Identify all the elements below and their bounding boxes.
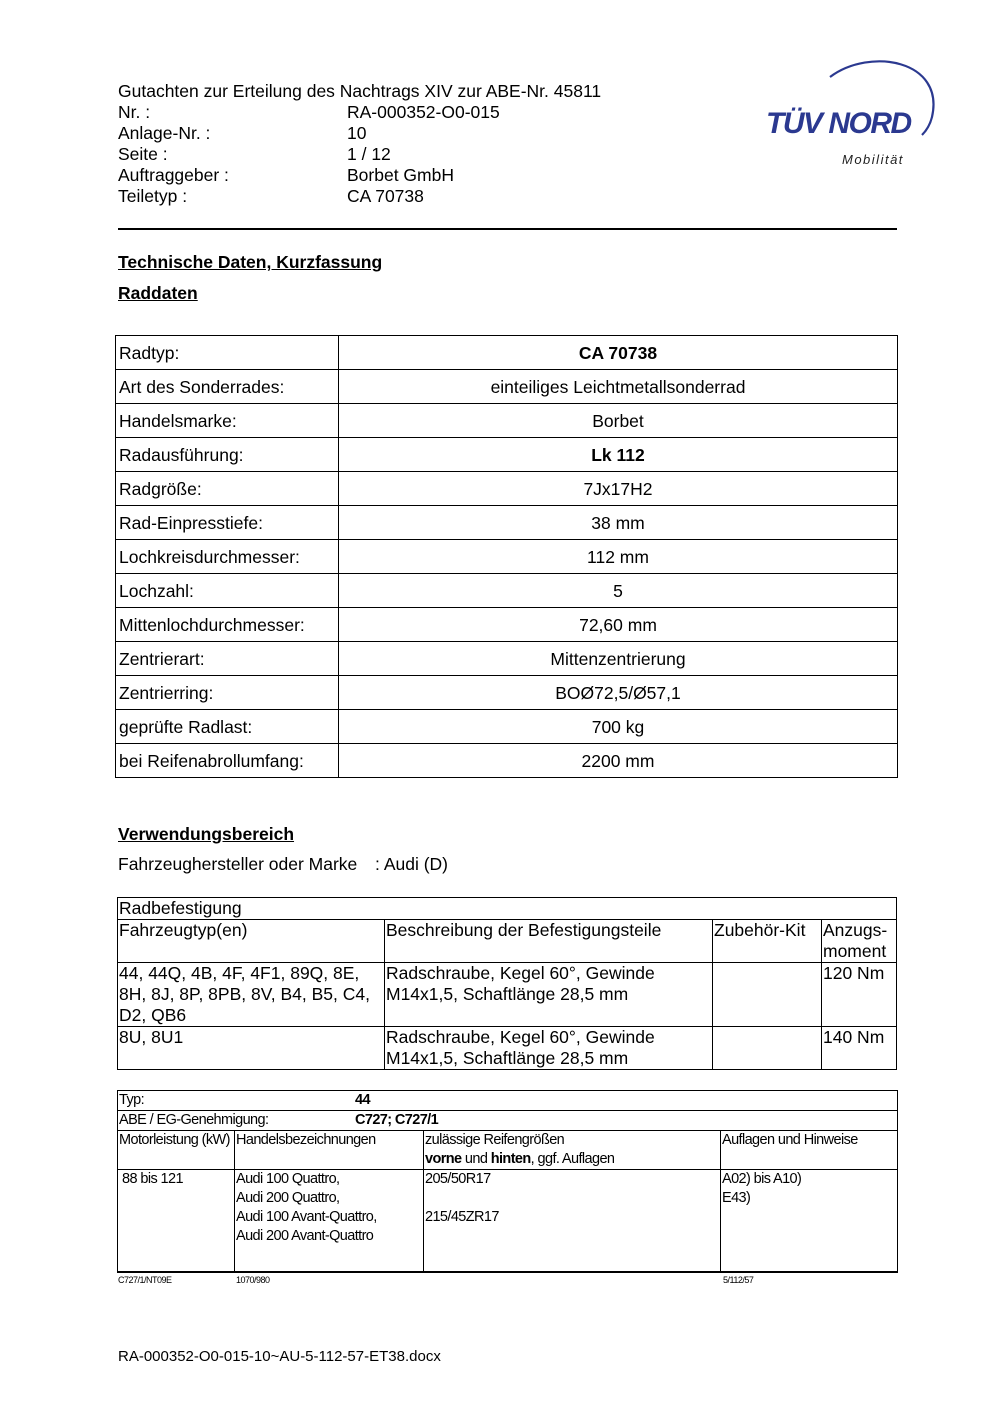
hersteller-value: Audi (D) — [383, 854, 448, 874]
table-row — [116, 404, 898, 438]
col-header: Fahrzeugtyp(en) — [118, 920, 385, 963]
header-anlage-label: Anlage-Nr. : — [118, 123, 211, 143]
row-label: geprüfte Radlast: — [116, 710, 339, 744]
abe-value: C727; C727/1 — [355, 1112, 439, 1128]
row-label: Radgröße: — [116, 472, 339, 506]
row-label: Mittenlochdurchmesser: — [116, 608, 339, 642]
reifen-line: 215/45ZR17 — [425, 1209, 499, 1225]
logo-brand: TÜV NORD — [766, 107, 911, 140]
table-row — [118, 920, 897, 963]
cell-motor: 88 bis 121 — [118, 1170, 235, 1272]
row-label: Rad-Einpresstiefe: — [116, 506, 339, 540]
typ-row — [118, 1091, 898, 1111]
row-label: Radausführung: — [116, 438, 339, 472]
befestigung-title: Radbefestigung — [118, 898, 897, 920]
typ-footer-b: 1070/980 — [236, 1275, 270, 1285]
col-header: Beschreibung der Befestigungsteile — [385, 920, 713, 963]
header-auftraggeber-label: Auftraggeber : — [118, 165, 229, 185]
row-value: 5 — [339, 574, 898, 608]
abe-row — [118, 1111, 898, 1131]
cell-handel — [235, 1170, 424, 1272]
row-value: 38 mm — [339, 506, 898, 540]
reifen-hinten: hinten — [490, 1151, 531, 1167]
row-value: 112 mm — [339, 540, 898, 574]
table-row — [118, 1170, 898, 1272]
section-tech-heading: Technische Daten, Kurzfassung — [118, 252, 383, 272]
hersteller-line — [118, 854, 448, 875]
cell-auflagen — [721, 1170, 898, 1272]
cell-typen: 8U, 8U1 — [118, 1027, 385, 1070]
cell-kit — [713, 963, 822, 1027]
table-row — [116, 642, 898, 676]
cell-moment: 140 Nm — [822, 1027, 897, 1070]
row-label: bei Reifenabrollumfang: — [116, 744, 339, 778]
abe-label: ABE / EG-Genehmigung: — [119, 1112, 269, 1128]
table-row — [116, 574, 898, 608]
table-row — [116, 506, 898, 540]
section-verwendung-heading: Verwendungsbereich — [118, 824, 295, 844]
raddaten-table — [115, 335, 898, 778]
handel-line: Audi 200 Quattro, — [236, 1190, 340, 1206]
typ-table — [117, 1090, 898, 1273]
row-label: Art des Sonderrades: — [116, 370, 339, 404]
header-teiletyp-label: Teiletyp : — [118, 186, 188, 206]
row-label: Lochzahl: — [116, 574, 339, 608]
cell-beschreibung: Radschraube, Kegel 60°, Gewinde M14x1,5, Schaftlänge 28,5 mm — [385, 1027, 713, 1070]
cell-kit — [713, 1027, 822, 1070]
row-value: Mittenzentrierung — [339, 642, 898, 676]
cell-typen: 44, 44Q, 4B, 4F, 4F1, 89Q, 8E, 8H, 8J, 8P, 8PB, 8V, B4, B5, C4, D2, QB6 — [118, 963, 385, 1027]
typ-footer-a: C727/1/NT09E — [118, 1275, 172, 1285]
report-title: Gutachten zur Erteilung des Nachtrags XIV zur ABE-Nr. 45811 — [118, 81, 602, 101]
row-value: 72,60 mm — [339, 608, 898, 642]
col-header: Auflagen und Hinweise — [721, 1131, 898, 1170]
table-row — [118, 898, 897, 920]
row-value: 7Jx17H2 — [339, 472, 898, 506]
reifen-suffix: , ggf. Auflagen — [530, 1151, 615, 1167]
table-row — [116, 438, 898, 472]
header-auftraggeber-value: Borbet GmbH — [347, 165, 454, 185]
col-header-reifen — [424, 1131, 721, 1170]
table-row — [116, 472, 898, 506]
table-row — [116, 370, 898, 404]
row-label: Zentrierart: — [116, 642, 339, 676]
row-label: Handelsmarke: — [116, 404, 339, 438]
section-raddaten-heading: Raddaten — [118, 283, 198, 303]
cell-reifen — [424, 1170, 721, 1272]
handel-line: Audi 200 Avant-Quattro — [236, 1228, 374, 1244]
reifen-prefix: zulässige Reifengrößen — [425, 1132, 565, 1148]
reifen-vorne: vorne — [425, 1151, 462, 1167]
row-label: Lochkreisdurchmesser: — [116, 540, 339, 574]
logo-sub: Mobilität — [842, 152, 904, 167]
table-row — [116, 608, 898, 642]
typ-value: 44 — [355, 1092, 370, 1108]
row-value: CA 70738 — [339, 336, 898, 370]
row-value: BOØ72,5/Ø57,1 — [339, 676, 898, 710]
col-header: Zubehör-Kit — [713, 920, 822, 963]
auflagen-line: E43) — [722, 1190, 751, 1206]
handel-line: Audi 100 Quattro, — [236, 1171, 340, 1187]
cell-moment: 120 Nm — [822, 963, 897, 1027]
table-row — [116, 710, 898, 744]
table-row — [116, 336, 898, 370]
table-row — [116, 744, 898, 778]
typ-label: Typ: — [119, 1092, 144, 1108]
col-header: Handelsbezeichnungen — [235, 1131, 424, 1170]
row-value: Borbet — [339, 404, 898, 438]
header-anlage-value: 10 — [347, 123, 367, 143]
reifen-line — [425, 1189, 719, 1208]
table-row — [118, 1131, 898, 1170]
header-seite-value: 1 / 12 — [347, 144, 391, 164]
row-value: 2200 mm — [339, 744, 898, 778]
tuev-nord-logo — [760, 55, 940, 175]
header-seite-label: Seite : — [118, 144, 168, 164]
row-value: einteiliges Leichtmetallsonderrad — [339, 370, 898, 404]
row-value: 700 kg — [339, 710, 898, 744]
hersteller-sep: : — [375, 854, 380, 874]
table-row — [116, 540, 898, 574]
row-label: Zentrierring: — [116, 676, 339, 710]
reifen-und: und — [461, 1151, 491, 1167]
header-nr-value: RA-000352-O0-015 — [347, 102, 500, 122]
row-value: Lk 112 — [339, 438, 898, 472]
cell-beschreibung: Radschraube, Kegel 60°, Gewinde M14x1,5, Schaftlänge 28,5 mm — [385, 963, 713, 1027]
table-row — [118, 963, 897, 1027]
col-header: Anzugs-moment — [822, 920, 897, 963]
row-label: Radtyp: — [116, 336, 339, 370]
handel-line: Audi 100 Avant-Quattro, — [236, 1209, 377, 1225]
auflagen-line: A02) bis A10) — [722, 1171, 802, 1187]
table-row — [118, 1091, 898, 1111]
table-row — [116, 676, 898, 710]
reifen-line: 205/50R17 — [425, 1171, 491, 1187]
col-header: Motorleistung (kW) — [118, 1131, 235, 1170]
header-nr-label: Nr. : — [118, 102, 151, 122]
table-row — [118, 1111, 898, 1131]
header-divider — [118, 228, 897, 230]
typ-footer-c: 5/112/57 — [723, 1275, 754, 1285]
hersteller-label: Fahrzeughersteller oder Marke — [118, 854, 358, 874]
table-row — [118, 1027, 897, 1070]
document-filename: RA-000352-O0-015-10~AU-5-112-57-ET38.docx — [118, 1348, 441, 1365]
header-teiletyp-value: CA 70738 — [347, 186, 424, 206]
befestigung-table — [117, 897, 897, 1070]
